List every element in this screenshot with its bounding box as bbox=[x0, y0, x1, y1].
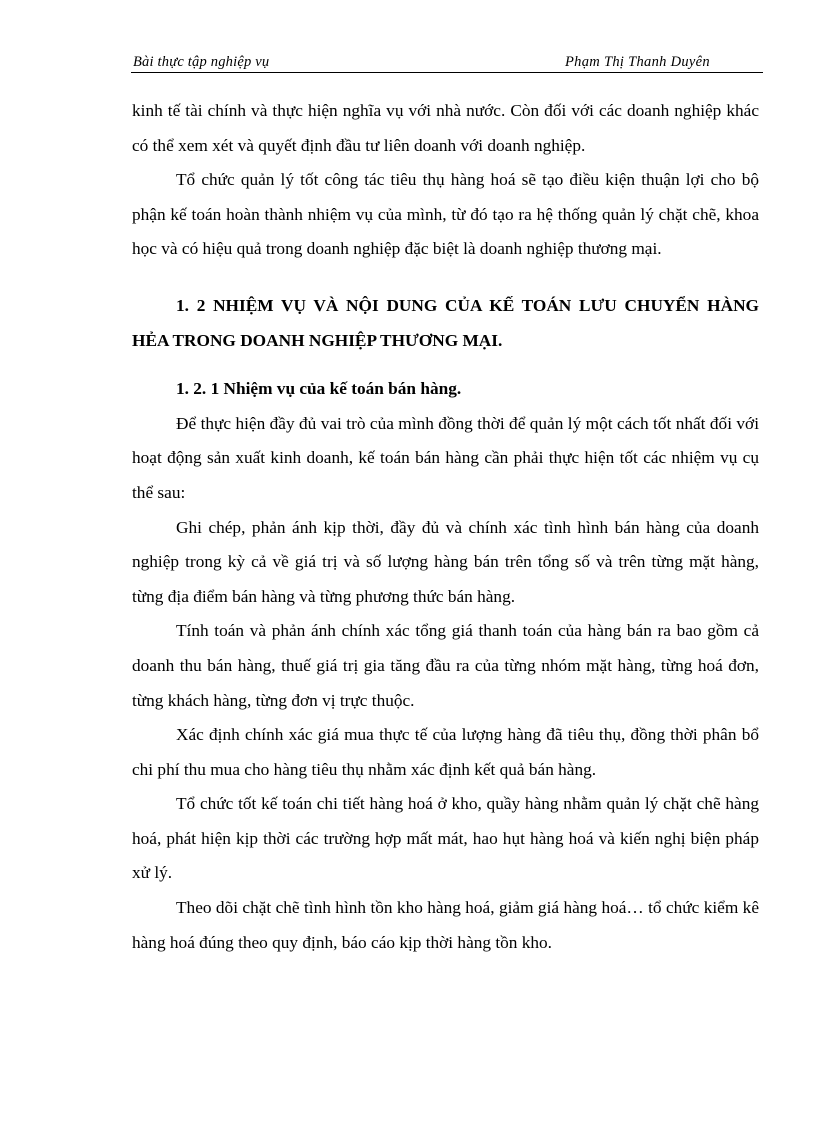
page-header bbox=[131, 52, 763, 73]
paragraph-8: Theo dõi chặt chẽ tình hình tồn kho hàng hoá, giảm giá hàng hoá… tổ chức kiểm kê hàng hoá đúng theo quy định, báo cáo kịp thời hàng tồn kho. bbox=[132, 898, 759, 952]
paragraph-3: Để thực hiện đầy đủ vai trò của mình đồng thời để quản lý một cách tốt nhất đối với hoạt động sản xuất kinh doanh, kế toán bán hàng cần phải thực hiện tốt các nhiệm vụ cụ thể sau: bbox=[132, 413, 759, 502]
paragraph-4: Ghi chép, phản ánh kịp thời, đầy đủ và chính xác tình hình bán hàng của doanh nghiệp trong kỳ cả về giá trị và số lượng hàng bán trên tổng số và trên từng mặt hàng, từng địa điểm bán hàng và từng phương thức bán hàng. bbox=[132, 517, 759, 606]
header-document-title: Bài thực tập nghiệp vụ bbox=[133, 54, 270, 70]
section-heading: 1. 2 NHIỆM VỤ VÀ NỘI DUNG CỦA KẾ TOÁN LƯU CHUYỂN HÀNG HẺA TRONG DOANH NGHIỆP THƯƠNG MẠI. bbox=[132, 295, 759, 350]
page-body bbox=[132, 94, 759, 960]
subsection-heading: 1. 2. 1 Nhiệm vụ của kế toán bán hàng. bbox=[176, 379, 462, 399]
paragraph-2: Tổ chức quản lý tốt công tác tiêu thụ hàng hoá sẽ tạo điều kiện thuận lợi cho bộ phận kế toán hoàn thành nhiệm vụ của mình, từ đó tạo ra hệ thống quản lý chặt chẽ, khoa học và có hiệu quả trong doanh nghiệp đặc biệt là doanh nghiệp thương mại. bbox=[132, 170, 759, 259]
paragraph-6: Xác định chính xác giá mua thực tế của lượng hàng đã tiêu thụ, đồng thời phân bổ chi phí thu mua cho hàng tiêu thụ nhằm xác định kết quả bán hàng. bbox=[132, 725, 759, 779]
paragraph-7: Tổ chức tốt kế toán chi tiết hàng hoá ở kho, quầy hàng nhằm quản lý chặt chẽ hàng hoá, phát hiện kịp thời các trường hợp mất mát, hao hụt hàng hoá và kiến nghị biện pháp xử lý. bbox=[132, 794, 759, 883]
paragraph-5: Tính toán và phản ánh chính xác tổng giá thanh toán của hàng bán ra bao gồm cả doanh thu bán hàng, thuế giá trị gia tăng đầu ra của từng nhóm mặt hàng, từng hoá đơn, từng khách hàng, từng đơn vị trực thuộc. bbox=[132, 621, 759, 710]
header-author-name: Phạm Thị Thanh Duyên bbox=[565, 54, 710, 70]
paragraph-1: kinh tế tài chính và thực hiện nghĩa vụ với nhà nước. Còn đối với các doanh nghiệp khác có thể xem xét và quyết định đầu tư liên doanh với doanh nghiệp. bbox=[132, 101, 759, 155]
